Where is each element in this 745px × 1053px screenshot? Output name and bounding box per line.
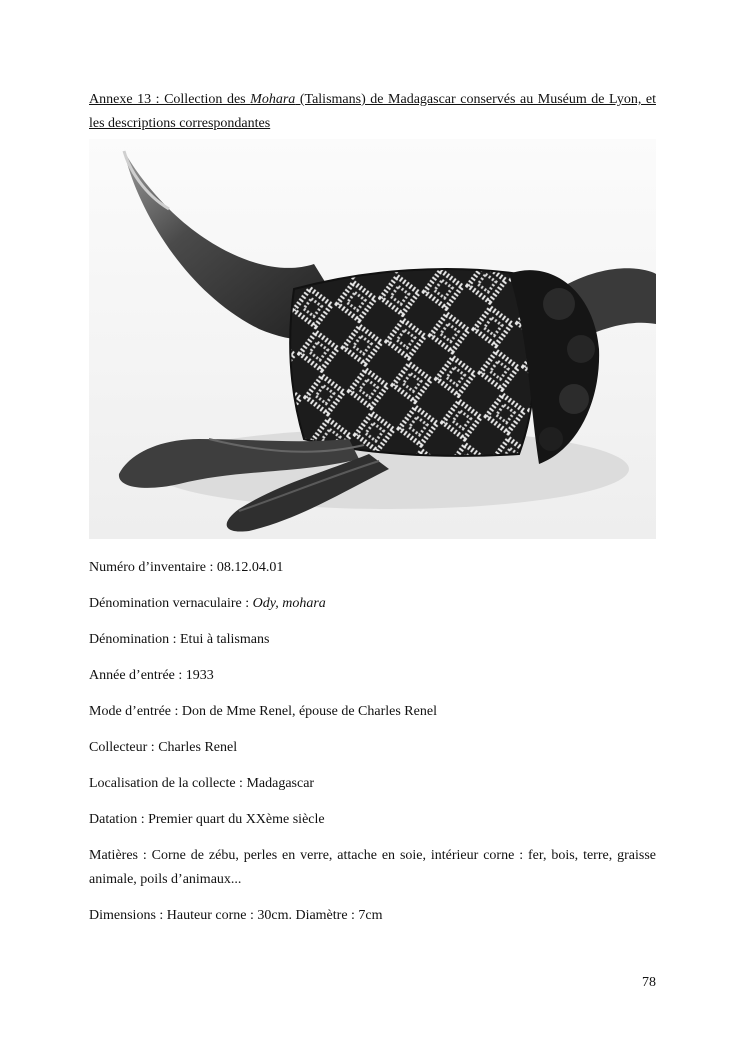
- field-value: Don de Mme Renel, épouse de Charles Renel: [181, 704, 437, 719]
- field-dating: [89, 808, 656, 832]
- field-label: Dénomination vernaculaire :: [89, 596, 253, 611]
- field-value: Madagascar: [246, 776, 315, 791]
- field-label: Matières :: [89, 848, 152, 863]
- field-value: Charles Renel: [158, 740, 238, 755]
- figure-caption: [89, 88, 656, 136]
- field-label: Localisation de la collecte :: [89, 776, 247, 791]
- field-vernacular-name: [89, 592, 656, 616]
- caption-lead: Annexe 13 : Collection des: [89, 92, 251, 107]
- field-denomination: [89, 628, 656, 652]
- field-materials: [89, 844, 656, 892]
- field-collection-location: [89, 772, 656, 796]
- field-label: Année d’entrée :: [89, 668, 186, 683]
- field-label: Collecteur :: [89, 740, 159, 755]
- field-value: Etui à talismans: [180, 632, 270, 647]
- horn-talisman-illustration: [89, 139, 656, 539]
- field-entry-year: [89, 664, 656, 688]
- field-inventory-number: [89, 556, 656, 580]
- page-number: 78: [642, 975, 656, 990]
- field-label: Numéro d’inventaire :: [89, 560, 217, 575]
- mohara-photo: [89, 139, 656, 539]
- field-label: Dénomination :: [89, 632, 180, 647]
- caption-tail: (Talismans) de Madagascar conservés au Muséum de Lyon, et les descriptions correspondantes: [89, 92, 656, 131]
- field-collector: [89, 736, 656, 760]
- field-value: Premier quart du XXème siècle: [148, 812, 325, 827]
- field-dimensions: [89, 904, 656, 928]
- field-label: Dimensions :: [89, 908, 167, 923]
- caption-italic: Mohara: [250, 92, 296, 107]
- field-entry-mode: [89, 700, 656, 724]
- field-value: Corne de zébu, perles en verre, attache en soie, intérieur corne : fer, bois, terre, graisse animale, poils d’animaux...: [89, 848, 656, 887]
- field-label: Mode d’entrée :: [89, 704, 182, 719]
- field-value: 1933: [185, 668, 214, 683]
- field-value: 08.12.04.01: [216, 560, 284, 575]
- field-value: Hauteur corne : 30cm. Diamètre : 7cm: [166, 908, 383, 923]
- field-value: Ody, mohara: [252, 596, 326, 611]
- field-label: Datation :: [89, 812, 149, 827]
